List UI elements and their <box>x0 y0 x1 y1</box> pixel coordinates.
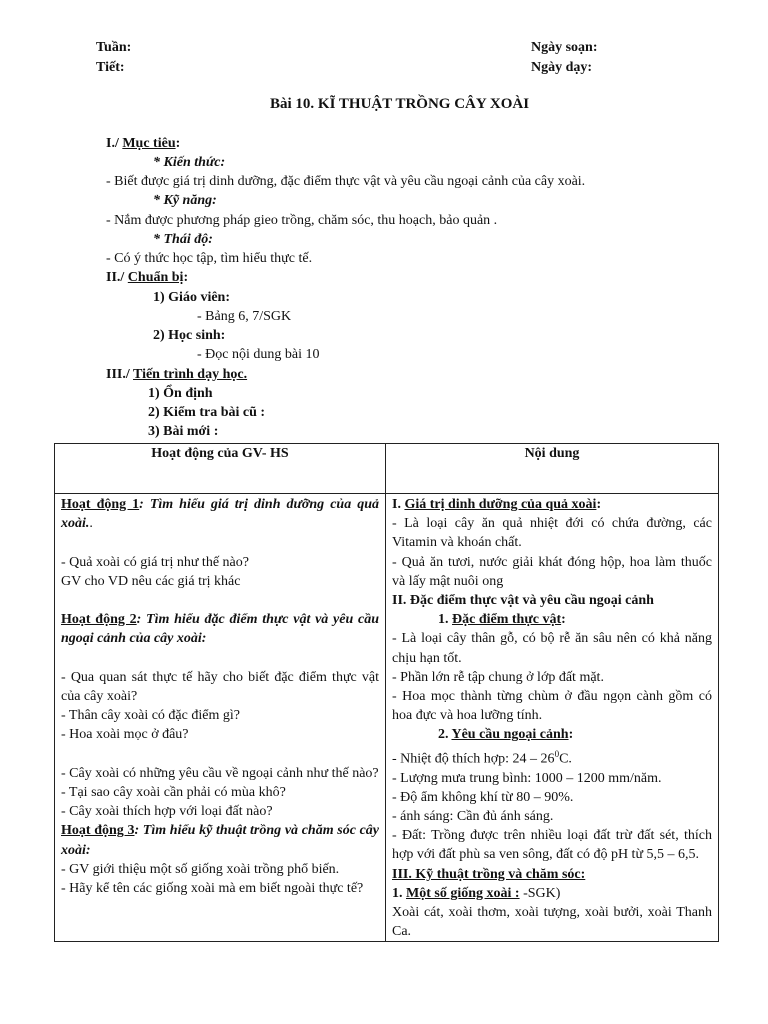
section-3-heading: III. Kỹ thuật trồng và chăm sóc: <box>392 866 586 882</box>
question: - Quả xoài có giá trị như thế nào? <box>61 554 249 570</box>
student-item: - Đọc nội dung bài 10 <box>197 347 320 362</box>
process-step-2: 2) Kiểm tra bài cũ : <box>148 405 266 420</box>
column-header-activities: Hoạt động của GV- HS <box>55 444 386 494</box>
week-label: Tuần: <box>96 40 132 55</box>
content-line: - Phần lớn rễ tập chung ở lớp đất mặt. <box>392 669 604 685</box>
objectives-heading: I./ Mục tiêu: <box>106 136 181 151</box>
activity-2-heading: Hoạt động 2: Tìm hiểu đặc điểm thực vật và yêu cầu ngoại cảnh của cây xoài: <box>61 612 380 647</box>
prepared-date-label: Ngày soạn: <box>531 40 598 55</box>
activity-1-heading: Hoạt động 1: Tìm hiểu giá trị dinh dưỡng của quả xoài.. <box>61 497 379 532</box>
period-label: Tiết: <box>96 60 125 75</box>
teacher-item: - Bảng 6, 7/SGK <box>197 309 292 324</box>
skills-text: - Nắm được phương pháp gieo trồng, chăm sóc, thu hoạch, bảo quản . <box>106 213 498 228</box>
process-step-1: 1) Ổn định <box>148 386 213 401</box>
content-line: - Quả ăn tươi, nước giải khát đóng hộp, hoa làm thuốc và lấy mật nuôi ong <box>392 554 712 589</box>
table-row <box>55 494 719 942</box>
content-line: - Lượng mưa trung bình: 1000 – 1200 mm/năm. <box>392 770 662 786</box>
question: - Thân cây xoài có đặc điểm gì? <box>61 708 240 724</box>
page-title: Bài 10. KĨ THUẬT TRỒNG CÂY XOÀI <box>270 96 530 112</box>
question: GV cho VD nêu các giá trị khác <box>61 573 241 589</box>
question: - Tại sao cây xoài cần phải có mùa khô? <box>61 784 286 800</box>
skills-label: * Kỹ năng: <box>153 193 217 208</box>
content-line: Xoài cát, xoài thơm, xoài tượng, xoài bưởi, xoài Thanh Ca. <box>392 904 712 940</box>
activity-3-heading: Hoạt động 3: Tìm hiểu kỹ thuật trồng và chăm sóc cây xoài: <box>61 823 380 858</box>
content-line: - Là loại cây thân gỗ, có bộ rễ ăn sâu nên có khả năng chịu hạn tốt. <box>392 631 712 666</box>
attitude-label: * Thái độ: <box>153 232 213 247</box>
content-line: - Độ ẩm không khí từ 80 – 90%. <box>392 789 574 805</box>
table-header-row <box>55 444 719 494</box>
section-2-heading: II. Đặc điểm thực vật và yêu cầu ngoại cảnh <box>392 593 654 609</box>
attitude-text: - Có ý thức học tập, tìm hiểu thực tế. <box>106 251 313 266</box>
subsection-3-1-heading: 1. Một số giống xoài : -SGK) <box>392 885 561 901</box>
question: - Cây xoài thích hợp với loại đất nào? <box>61 804 273 820</box>
preparation-heading: II./ Chuẩn bị: <box>106 270 189 285</box>
section-1-heading: I. Giá trị dinh dưỡng của quả xoài: <box>392 497 602 512</box>
question: - Hãy kể tên các giống xoài mà em biết ngoài thực tế? <box>61 881 364 896</box>
question: - Cây xoài có những yêu cầu về ngoại cảnh như thế nào? <box>61 765 379 781</box>
student-label: 2) Học sinh: <box>153 328 226 343</box>
question: - Qua quan sát thực tế hãy cho biết đặc điểm thực vật của cây xoài? <box>61 669 379 704</box>
question: - Hoa xoài mọc ở đâu? <box>61 727 189 743</box>
teacher-label: 1) Giáo viên: <box>153 290 230 305</box>
column-header-content: Nội dung <box>386 444 719 494</box>
subsection-2-2-heading: 2. Yêu cầu ngoại cảnh: <box>438 727 574 743</box>
teaching-date-label: Ngày dạy: <box>531 60 593 75</box>
process-heading: III./ Tiến trình dạy học. <box>106 367 248 382</box>
lesson-table <box>54 443 719 942</box>
content-line: - Là loại cây ăn quả nhiệt đới có chứa đường, các Vitamin và khoán chất. <box>392 516 712 551</box>
content-cell <box>386 494 719 942</box>
process-step-3: 3) Bài mới : <box>148 424 219 439</box>
content-line: - Hoa mọc thành từng chùm ở đầu ngọn cành gồm có hoa đực và hoa lưỡng tính. <box>392 689 712 724</box>
subsection-2-1-heading: 1. Đặc điểm thực vật: <box>438 612 566 628</box>
content-line: - ánh sáng: Cần đủ ánh sáng. <box>392 808 554 824</box>
content-line: - Đất: Trồng được trên nhiều loại đất trừ đất sét, thích hợp với đất phù sa ven sông, đất có độ pH từ 5,5 – 6,5. <box>392 828 712 863</box>
question: - GV giới thiệu một số giống xoài trồng phổ biến. <box>61 861 340 877</box>
temperature-line: - Nhiệt độ thích hợp: $24 - 26^0C$. <box>392 748 572 767</box>
knowledge-label: * Kiến thức: <box>153 155 226 170</box>
activities-cell <box>55 494 386 942</box>
knowledge-text: - Biết được giá trị dinh dưỡng, đặc điểm thực vật và yêu cầu ngoại cảnh của cây xoài. <box>106 174 586 189</box>
